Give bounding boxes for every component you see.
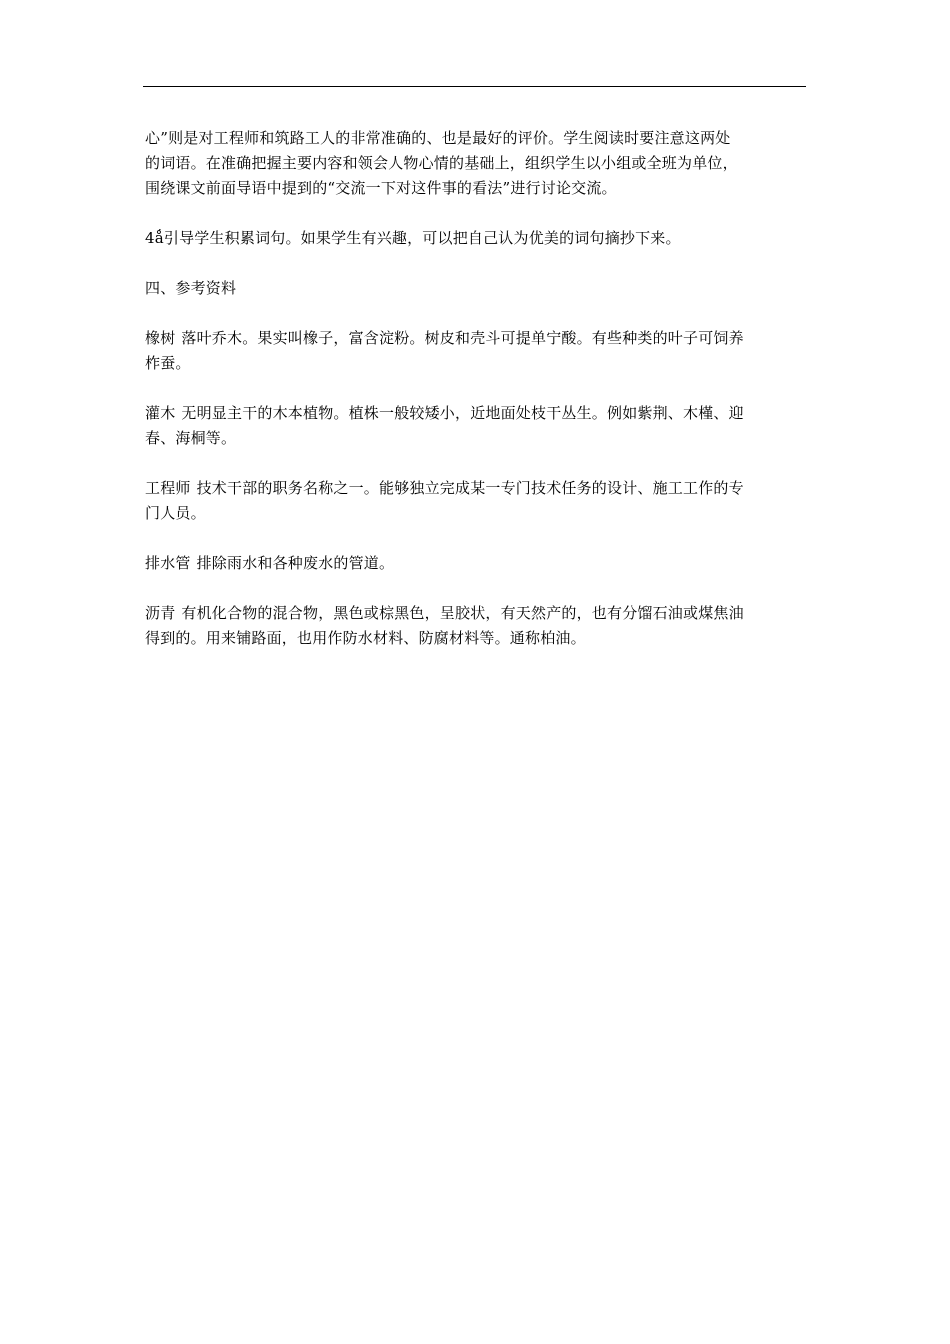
glossary-term: 排水管 (145, 554, 191, 572)
document-body (145, 126, 807, 651)
paragraph-line: 围绕课文前面导语中提到的“交流一下对这件事的看法”进行讨论交流。 (145, 179, 617, 197)
glossary-definition: 柞蚕。 (145, 354, 191, 372)
header-rule (143, 86, 806, 87)
paragraph-line: 心”则是对工程师和筑路工人的非常准确的、也是最好的评价。学生阅读时要注意这两处 (145, 129, 731, 147)
step-four-paragraph (145, 226, 807, 251)
glossary-definition: 排除雨水和各种废水的管道。 (196, 554, 395, 572)
glossary-definition: 得到的。用来铺路面，也用作防水材料、防腐材料等。通称柏油。 (145, 629, 586, 647)
section-title: 四、参考资料 (145, 279, 237, 297)
glossary-entry (145, 401, 807, 451)
glossary-definition: 无明显主干的木本植物。植株一般较矮小，近地面处枝干丛生。例如紫荆、木槿、迎 (181, 404, 744, 422)
glossary-definition: 技术干部的职务名称之一。能够独立完成某一专门技术任务的设计、施工工作的专 (196, 479, 744, 497)
glossary-definition: 有机化合物的混合物，黑色或棕黑色，呈胶状，有天然产的，也有分馏石油或煤焦油 (181, 604, 744, 622)
glossary-entry (145, 476, 807, 526)
glossary-term: 沥青 (145, 604, 176, 622)
paragraph-line: 4ǻ引导学生积累词句。如果学生有兴趣，可以把自己认为优美的词句摘抄下来。 (145, 229, 681, 247)
glossary-term: 橡树 (145, 329, 176, 347)
teaching-paragraph (145, 126, 807, 201)
glossary-definition: 门人员。 (145, 504, 206, 522)
glossary-definition: 落叶乔木。果实叫橡子，富含淀粉。树皮和壳斗可提单宁酸。有些种类的叶子可饲养 (181, 329, 744, 347)
section-heading (145, 276, 807, 301)
paragraph-line: 的词语。在准确把握主要内容和领会人物心情的基础上，组织学生以小组或全班为单位， (145, 154, 738, 172)
glossary-definition: 春、海桐等。 (145, 429, 237, 447)
glossary-term: 工程师 (145, 479, 191, 497)
glossary-term: 灌木 (145, 404, 176, 422)
glossary-entry (145, 326, 807, 376)
glossary-entry (145, 551, 807, 576)
glossary-entry (145, 601, 807, 651)
